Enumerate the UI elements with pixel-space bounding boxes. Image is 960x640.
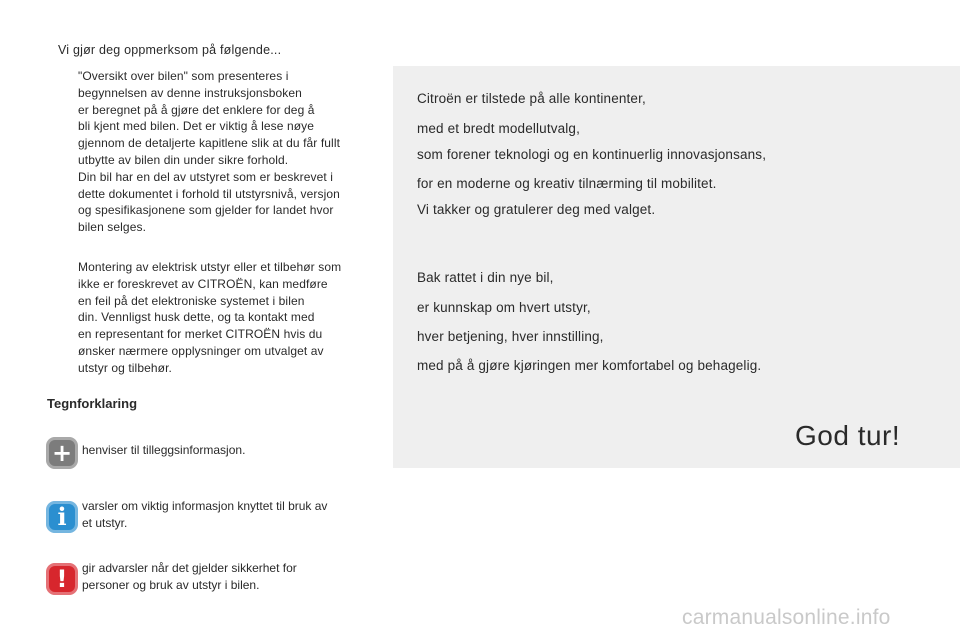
paragraph-line: "Oversikt over bilen" som presenteres i (78, 69, 289, 83)
overview-paragraph (78, 68, 378, 236)
paragraph-line: ikke er foreskrevet av CITROËN, kan medføre (78, 276, 328, 291)
paragraph-line: dette dokumentet i forhold til utstyrsnivå, versjon (78, 186, 340, 201)
intro-text: Vi gjør deg oppmerksom på følgende... (58, 43, 282, 57)
paragraph-line: Din bil har en del av utstyret som er beskrevet i (78, 169, 334, 184)
legend-text: gir advarsler når det gjelder sikkerhet for (82, 561, 297, 575)
welcome-line: Vi takker og gratulerer deg med valget. (417, 202, 656, 217)
closing-greeting: God tur! (795, 420, 901, 451)
info-glyph: i (57, 502, 67, 531)
paragraph-line: begynnelsen av denne instruksjonsboken (78, 85, 302, 100)
welcome-line: med på å gjøre kjøringen mer komfortabel og behagelig. (417, 358, 762, 373)
paragraph-line: ønsker nærmere opplysninger om utvalget av (78, 343, 324, 358)
paragraph-line: en feil på det elektroniske systemet i bilen (78, 293, 305, 308)
watermark: carmanualsonline.info (682, 606, 891, 629)
legend-text: personer og bruk av utstyr i bilen. (82, 578, 260, 592)
welcome-line: Bak rattet i din nye bil, (417, 270, 554, 285)
welcome-line: for en moderne og kreativ tilnærming til mobilitet. (417, 176, 717, 191)
legend-text: henviser til tilleggsinformasjon. (82, 443, 246, 457)
legend-text: varsler om viktig informasjon knyttet til bruk av (82, 499, 328, 513)
welcome-line: som forener teknologi og en kontinuerlig innovasjonsans, (417, 147, 767, 162)
welcome-line: er kunnskap om hvert utstyr, (417, 300, 591, 315)
paragraph-line: er beregnet på å gjøre det enklere for deg å (78, 102, 315, 117)
paragraph-line: og spesifikasjonene som gjelder for landet hvor (78, 203, 334, 218)
warning-icon (46, 563, 78, 595)
info-icon (46, 501, 78, 533)
legend-text: et utstyr. (82, 516, 128, 530)
warning-glyph: ! (56, 565, 68, 593)
legend-item-info (82, 498, 372, 532)
plus-glyph: + (51, 439, 73, 467)
accessories-paragraph (78, 259, 378, 377)
paragraph-line: din. Vennligst husk dette, og ta kontakt med (78, 310, 315, 325)
welcome-line: med et bredt modellutvalg, (417, 121, 580, 136)
paragraph-line: bli kjent med bilen. Det er viktig å lese nøye (78, 119, 315, 134)
paragraph-line: Montering av elektrisk utstyr eller et tilbehør som (78, 260, 342, 274)
welcome-line: hver betjening, hver innstilling, (417, 329, 604, 344)
paragraph-line: utstyr og tilbehør. (78, 360, 172, 375)
welcome-line: Citroën er tilstede på alle kontinenter, (417, 91, 646, 106)
paragraph-line: gjennom de detaljerte kapitlene slik at du får fullt (78, 136, 341, 151)
legend-item-warning (82, 560, 372, 594)
paragraph-line: utbytte av bilen din under sikre forhold. (78, 152, 289, 167)
paragraph-line: en representant for merket CITROËN hvis du (78, 327, 323, 342)
paragraph-line: bilen selges. (78, 220, 147, 235)
plus-icon (46, 437, 78, 469)
legend-item-plus (82, 442, 372, 459)
legend-title: Tegnforklaring (47, 396, 138, 411)
